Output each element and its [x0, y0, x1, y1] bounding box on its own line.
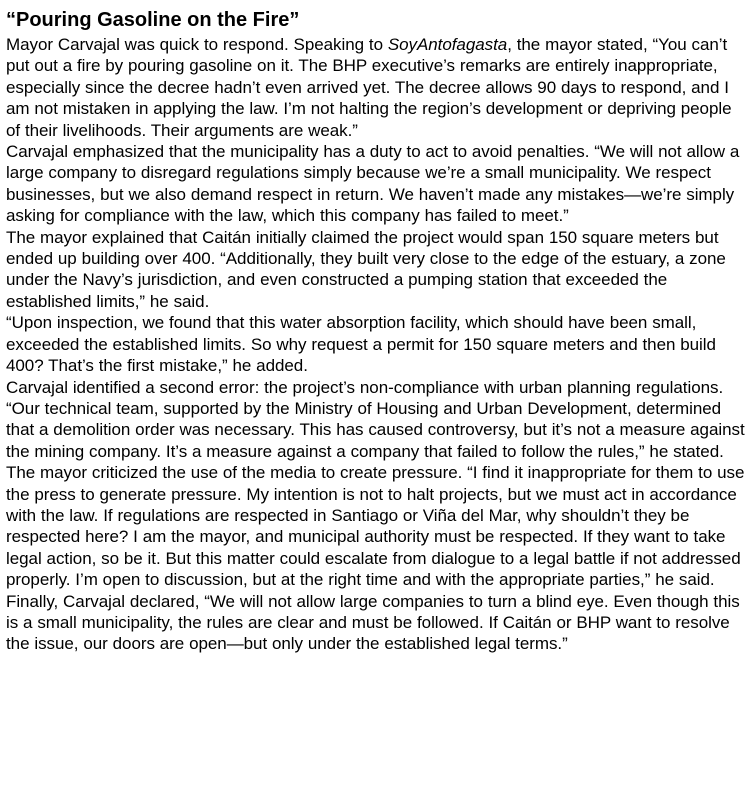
article	[6, 8, 746, 655]
paragraph-second-error: Carvajal identified a second error: the project’s non-compliance with urban planning regulations. “Our technical team, supported by the Ministry of Housing and Urban Development, determined that a demolition order was necessary. This has caused controversy, but it’s not a measure against the mining company. It’s a measure against a company that failed to follow the rules,” he stated.	[6, 377, 745, 461]
paragraph-text: , the mayor stated, “You can’t put out a fire by pouring gasoline on it. The BHP executive’s remarks are entirely inappropriate, especially since the decree hadn’t even arrived yet. The decree allows 90 days to respond, and I am not mistaken in applying the law. I’m not halting the region’s development or depriving people of their livelihoods. Their arguments are weak.”	[6, 35, 732, 140]
paragraph-mayor-response	[6, 34, 746, 141]
source-name: SoyAntofagasta	[387, 35, 508, 54]
article-title: “Pouring Gasoline on the Fire”	[6, 9, 300, 31]
paragraph-media-pressure: The mayor criticized the use of the media to create pressure. “I find it inappropriate for them to use the press to generate pressure. My intention is not to halt projects, but we must act in accordance with the law. If regulations are respected in Santiago or Viña del Mar, why shouldn’t they be respected here? I am the mayor, and municipal authority must be respected. If they want to take legal action, so be it. But this matter could escalate from dialogue to a legal battle if not addressed properly. I’m open to discussion, but at the right time and with the appropriate parties,” he said.	[6, 463, 745, 590]
paragraph-inspection: “Upon inspection, we found that this water absorption facility, which should have been small, exceeded the established limits. So why request a permit for 150 square meters and then build 400? That’s the first mistake,” he added.	[6, 313, 716, 376]
paragraph-conclusion: Finally, Carvajal declared, “We will not allow large companies to turn a blind eye. Even though this is a small municipality, the rules are clear and must be followed. If Caitán or BHP want to resolve the issue, our doors are open—but only under the established legal terms.”	[6, 591, 740, 654]
paragraph-project-size: The mayor explained that Caitán initially claimed the project would span 150 square meters but ended up building over 400. “Additionally, they built very close to the edge of the estuary, a zone under the Navy’s jurisdiction, and even constructed a pumping station that exceeded the established limits,” he said.	[6, 227, 726, 311]
paragraph-text: Mayor Carvajal was quick to respond. Speaking to	[6, 35, 388, 54]
paragraph-municipality-duty: Carvajal emphasized that the municipality has a duty to act to avoid penalties. “We will not allow a large company to disregard regulations simply because we’re a small municipality. We respect businesses, but we also demand respect in return. We haven’t made any mistakes—we’re simply asking for compliance with the law, which this company has failed to meet.”	[6, 142, 740, 226]
